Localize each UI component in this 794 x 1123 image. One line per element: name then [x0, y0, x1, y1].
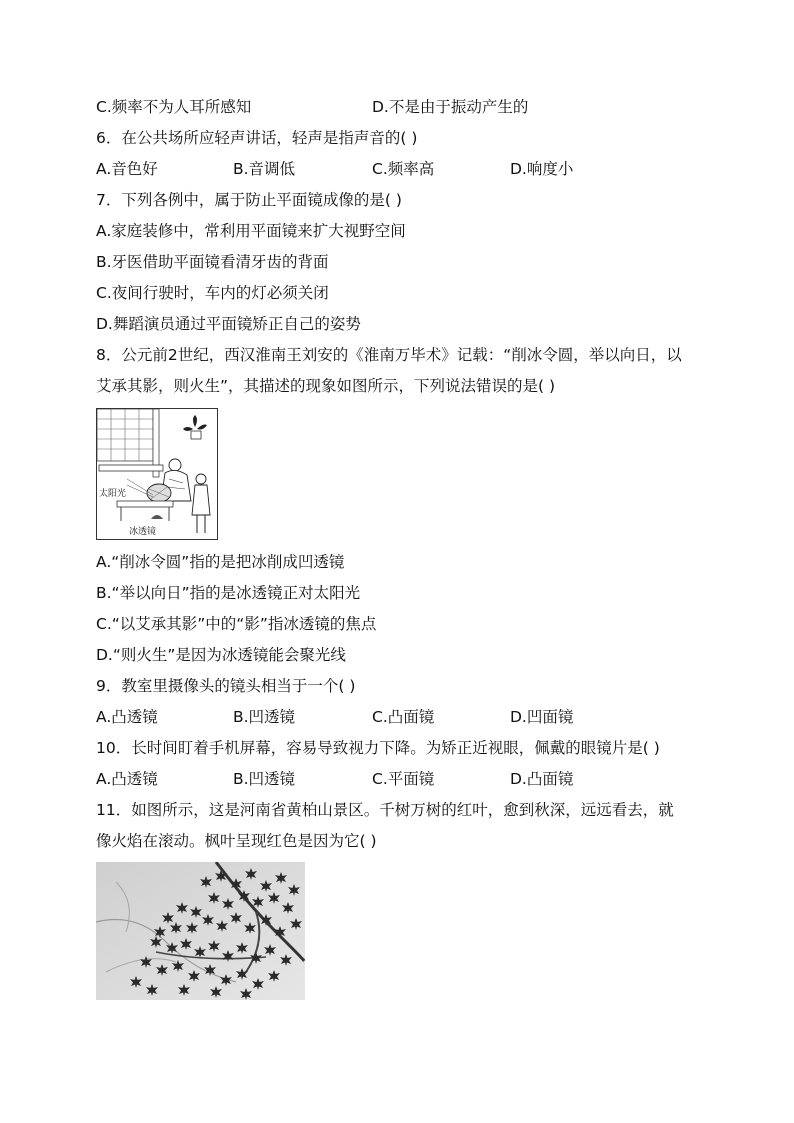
q8-stem-line1: 8．公元前2世纪，西汉淮南王刘安的《淮南万毕术》记载：“削冰令圆，举以向日，以	[96, 346, 682, 364]
q6-option-c: C.频率高	[372, 160, 435, 178]
maple-leaves-drawing	[96, 862, 305, 1000]
q8-option-a: A.“削冰令圆”指的是把冰削成凹透镜	[96, 553, 345, 571]
figure-label-sunlight: 太阳光	[99, 489, 127, 499]
q8-stem-line2: 艾承其影，则火生”，其描述的现象如图所示，下列说法错误的是( )	[96, 377, 556, 395]
q5-option-d: D.不是由于振动产生的	[372, 98, 529, 116]
q7-stem: 7．下列各例中，属于防止平面镜成像的是( )	[96, 191, 402, 209]
figure-label-ice-lens: 冰透镜	[129, 527, 157, 537]
q10-option-d: D.凸面镜	[510, 770, 574, 788]
q9-option-c: C.凸面镜	[372, 708, 435, 726]
q6-option-d: D.响度小	[510, 160, 574, 178]
q7-option-c: C.夜间行驶时，车内的灯必须关闭	[96, 284, 329, 302]
q11-stem-line2: 像火焰在滚动。枫叶呈现红色是因为它( )	[96, 832, 377, 850]
q9-option-a: A.凸透镜	[96, 708, 158, 726]
q11-maple-leaves-photo	[96, 862, 305, 1000]
q6-option-a: A.音色好	[96, 160, 158, 178]
q10-stem: 10．长时间盯着手机屏幕，容易导致视力下降。为矫正近视眼，佩戴的眼镜片是( )	[96, 739, 660, 757]
q8-ice-lens-illustration	[96, 408, 218, 540]
ice-lens-drawing	[97, 409, 217, 539]
q8-option-b: B.“举以向日”指的是冰透镜正对太阳光	[96, 584, 361, 602]
q10-option-c: C.平面镜	[372, 770, 435, 788]
q9-stem: 9．教室里摄像头的镜头相当于一个( )	[96, 677, 356, 695]
q7-option-b: B.牙医借助平面镜看清牙齿的背面	[96, 253, 329, 271]
q10-option-b: B.凹透镜	[233, 770, 296, 788]
q7-option-d: D.舞蹈演员通过平面镜矫正自己的姿势	[96, 315, 361, 333]
q6-option-b: B.音调低	[233, 160, 296, 178]
q8-option-c: C.“以艾承其影”中的“影”指冰透镜的焦点	[96, 615, 377, 633]
q11-stem-line1: 11．如图所示，这是河南省黄柏山景区。千树万树的红叶，愈到秋深，远远看去，就	[96, 801, 674, 819]
q9-option-b: B.凹透镜	[233, 708, 296, 726]
q10-option-a: A.凸透镜	[96, 770, 158, 788]
q5-option-c: C.频率不为人耳所感知	[96, 98, 252, 116]
q8-option-d: D.“则火生”是因为冰透镜能会聚光线	[96, 646, 346, 664]
q9-option-d: D.凹面镜	[510, 708, 574, 726]
q7-option-a: A.家庭装修中，常利用平面镜来扩大视野空间	[96, 222, 406, 240]
q6-stem: 6．在公共场所应轻声讲话，轻声是指声音的( )	[96, 129, 418, 147]
